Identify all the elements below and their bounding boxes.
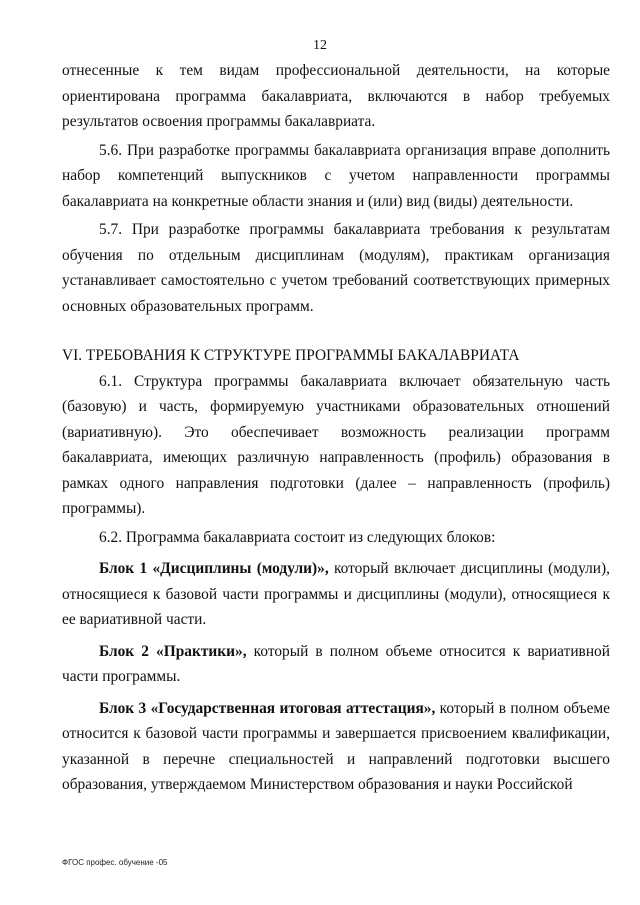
footer-note: ФГОС профес. обучение -05: [62, 858, 168, 867]
page-number: 12: [313, 38, 327, 53]
paragraph-continuation: отнесенные к тем видам профессиональной деятельности, на которые ориентирована программа бакалавриата, включаются в набор требуемых результатов освоения программы бакалавриата.: [62, 62, 610, 130]
paragraph-6-1: 6.1. Структура программы бакалавриата включает обязательную часть (базовую) и часть, формируемую участниками образовательных отношений (вариативную). Это обеспечивает возможность реализации программ бакалавриата, имеющих различную направленность (профиль) образования в рамках одного направления подготовки (далее – направленность (профиль) программы).: [62, 372, 610, 517]
block-3-text: который в полном объеме относится к базовой части программы и завершается присвоением квалификации, указанной в перечне специальностей и направлений подготовки высшего образования, утверждаемом Министерством образования и науки Российской: [62, 699, 610, 793]
block-1-text: который включает дисциплины (модули), относящиеся к базовой части программы и дисциплины (модули), относящиеся к ее вариативной части.: [62, 560, 610, 628]
paragraph-5-7: 5.7. При разработке программы бакалавриата требования к результатам обучения по отдельным дисциплинам (модулям), практикам организация устанавливает самостоятельно с учетом требований соответствующих примерных основных образовательных программ.: [62, 221, 610, 315]
paragraph-5-6: 5.6. При разработке программы бакалавриата организация вправе дополнить набор компетенций выпускников с учетом направленности программы бакалавриата на конкретные области знания и (или) вид (виды) деятельности.: [62, 141, 610, 210]
paragraph-6-2: 6.2. Программа бакалавриата состоит из следующих блоков:: [99, 528, 496, 546]
section-heading: VI. ТРЕБОВАНИЯ К СТРУКТУРЕ ПРОГРАММЫ БАКАЛАВРИАТА: [62, 347, 520, 364]
paragraph-block-2: [62, 639, 610, 690]
paragraph-block-1: [62, 556, 610, 633]
block-2-title: Блок 2 «Практики»,: [99, 642, 247, 660]
block-3-title: Блок 3 «Государственная итоговая аттестация»,: [99, 699, 436, 717]
block-1-title: Блок 1 «Дисциплины (модули)»,: [99, 560, 329, 577]
document-body: [62, 58, 610, 798]
paragraph-block-3: [62, 696, 610, 798]
block-2-text: который в полном объеме относится к вариативной части программы.: [62, 642, 610, 685]
